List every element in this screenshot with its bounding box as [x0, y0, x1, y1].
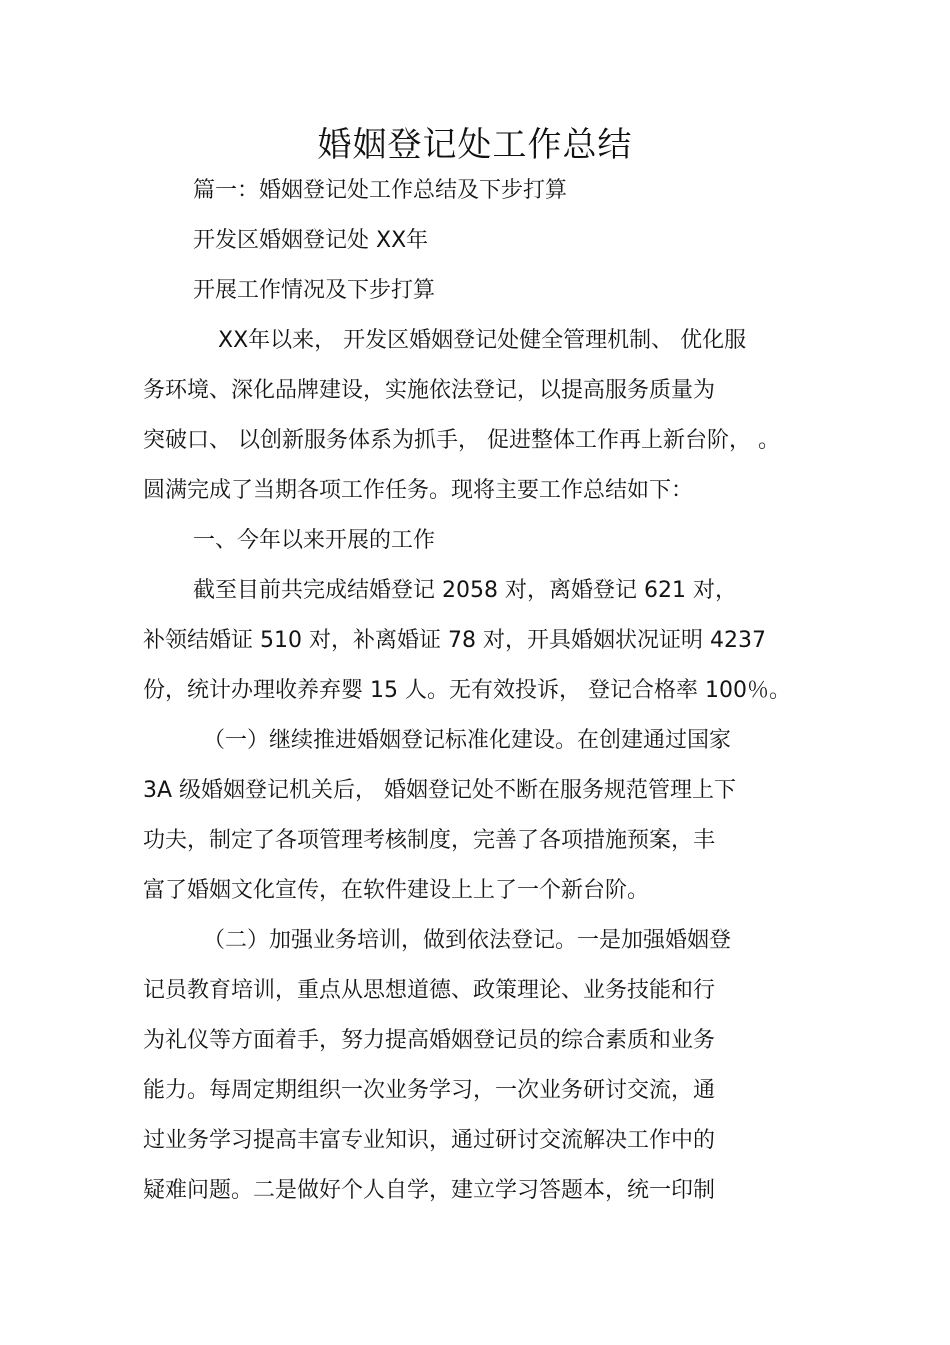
- subsection-line: （一）继续推进婚姻登记标准化建设。在创建通过国家: [203, 728, 732, 753]
- paragraph-line: XX年以来， 开发区婚姻登记处健全管理机制、 优化服: [218, 328, 747, 353]
- paragraph-line: 3A 级婚姻登记机关后， 婚姻登记处不断在服务规范管理上下: [143, 778, 737, 803]
- report-subtitle-line: 开展工作情况及下步打算: [193, 278, 436, 303]
- subheading-part-one: 篇一：婚姻登记处工作总结及下步打算: [193, 178, 568, 203]
- paragraph-line: 疑难问题。二是做好个人自学，建立学习答题本，统一印制: [143, 1178, 716, 1203]
- paragraph-line: 功夫，制定了各项管理考核制度，完善了各项措施预案，丰: [143, 828, 716, 853]
- paragraph-line: 能力。每周定期组织一次业务学习，一次业务研讨交流，通: [143, 1078, 716, 1103]
- paragraph-line: 份，统计办理收养弃婴 15 人。无有效投诉， 登记合格率 100％。: [143, 678, 791, 703]
- document-title: 婚姻登记处工作总结: [317, 125, 633, 165]
- paragraph-line: 富了婚姻文化宣传，在软件建设上上了一个新台阶。: [143, 878, 650, 903]
- paragraph-line: 补领结婚证 510 对，补离婚证 78 对，开具婚姻状况证明 4237: [143, 628, 766, 653]
- subsection-line: （二）加强业务培训，做到依法登记。一是加强婚姻登: [203, 928, 732, 953]
- paragraph-line: 截至目前共完成结婚登记 2058 对，离婚登记 621 对，: [193, 578, 737, 603]
- org-name-line: 开发区婚姻登记处 XX年: [193, 228, 429, 253]
- paragraph-line: 圆满完成了当期各项工作任务。现将主要工作总结如下：: [143, 478, 694, 503]
- paragraph-line: 过业务学习提高丰富专业知识，通过研讨交流解决工作中的: [143, 1128, 716, 1153]
- paragraph-line: 突破口、 以创新服务体系为抓手， 促进整体工作再上新台阶， 。: [143, 428, 780, 453]
- paragraph-line: 为礼仪等方面着手，努力提高婚姻登记员的综合素质和业务: [143, 1028, 716, 1053]
- section-heading: 一、今年以来开展的工作: [193, 528, 436, 553]
- paragraph-line: 务环境、深化品牌建设，实施依法登记，以提高服务质量为: [143, 378, 716, 403]
- paragraph-line: 记员教育培训，重点从思想道德、政策理论、业务技能和行: [143, 978, 716, 1003]
